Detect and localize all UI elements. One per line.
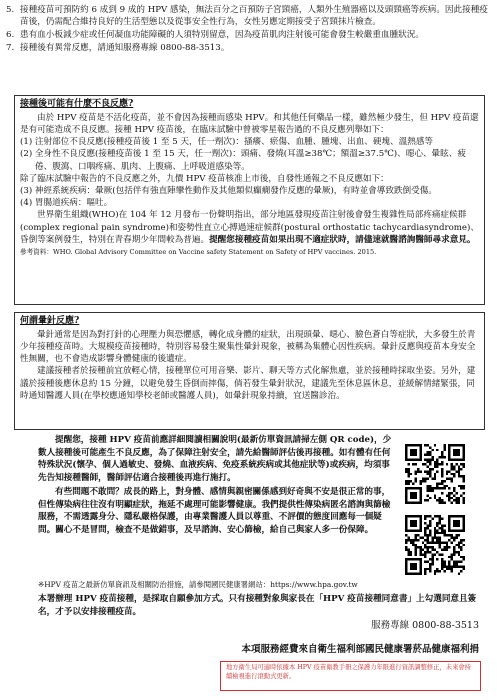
item-number: 7. [6, 42, 15, 53]
reference-note: 參考資料：WHO. Global Advisory Committee on Vaccine safety Statement on Safety of HPV vaccines. 2015. [20, 248, 377, 256]
fainting-para-1: 暈針通常是因為對打針的心理壓力與恐懼感，轉化成身體的症狀，出現頭暈、噁心、臉色蒼白等症狀，大多發生於青少年接種疫苗時。大規模疫苗接種時，特別容易發生聚集性暈針現象，被稱為集體心因性疾病。暈針反應與疫苗本身安全性無關，也不會造成影響身體健康的後遺症。 [20, 329, 476, 365]
reminder-para-2: 有些問題不敢問？成長的路上，對身體、感情與親密關係感到好奇與不安是很正常的事，但性傳染病往往沒有明顯症狀，拖延不處理可能影響健康。我們提供性傳染病匿名諮詢與篩檢服務，不需透露身分、隱私嚴格保護，由專業醫護人員以尊重、不評價的態度回應每一個疑問。關心不是冒問，檢查不是做錯事，及早諮詢、安心篩檢，給自己與家人多一份保障。 [38, 487, 391, 535]
fainting-box [14, 312, 485, 430]
disclaimer-box: 地方衛生局可適時依據本 HPV 疫苗衛教手冊之保護力年限進行資訊調整修正，未來會持續檢視進行滾動式更新。 [220, 661, 481, 691]
item-text: 患有血小板減少症或任何凝血功能障礙的人須特別留意，因為疫苗肌肉注射後可能會發生較嚴重血腫狀況。 [20, 29, 424, 40]
fainting-title: 何謂暈針反應? [20, 316, 80, 326]
who-reminder: 提醒您接種疫苗如果出現不適症狀時，請儘速就醫諮詢醫師尋求意見。 [209, 234, 476, 245]
item-text: 接種後有異常反應，請通知服務專線 0800-88-3513。 [20, 42, 230, 53]
precaution-item [6, 4, 490, 28]
consent-announcement: 本署辦理 HPV 疫苗接種，是採取自願參加方式。只有接種對象與家長在「HPV 疫苗接種同意書」上勾選同意且簽名，才予以安排接種疫苗。 [38, 594, 477, 617]
who-statement-text: 世界衛生組織(WHO)在 104 年 12 月發布一份聲明指出，部分地區發現疫苗注射後會發生複雜性局部疼痛症候群(complex regional pain syndrome)和姿勢性直立心搏過速症候群(postural orthostatic tachycardiasyndrome)、昏倒等案例發生，特別在青春期少年間較為普遍。 [20, 210, 479, 245]
qr-code-icon[interactable] [405, 444, 465, 504]
precaution-item [6, 42, 490, 54]
side-effect-systemic: (2) 全身性不良反應(接種疫苗後 1 至 15 天，任一劑次)：頭痛、發燒(耳溫≥38℃；額溫≥37.5℃)、噁心、暈眩、疲倦、腹瀉、口咽疼痛、肌肉、上腹痛、上呼吸道感染等。 [20, 149, 466, 172]
service-hotline: 服務專線 0800-88-3513 [371, 620, 479, 631]
qr-code-icon[interactable] [405, 515, 465, 575]
side-effect-gi: (4) 胃腸道疾病：嘔吐。 [20, 198, 113, 209]
side-effect-local: (1) 注射部位不良反應(接種疫苗後 1 至 5 天，任一劑次)：搔癢、瘀傷、血腫、腫塊、出血、硬塊、溫熱感等 [20, 137, 434, 148]
side-effects-intro: 由於 HPV 疫苗是不活化疫苗，並不會因為接種而感染 HPV。和其他任何藥品一樣，雖然極少發生，但 HPV 疫苗還是有可能造成不良反應。接種 HPV 疫苗後，在臨床試驗中曾被零星報告過的不良反應列舉如下： [20, 112, 479, 135]
side-effects-title: 接種後可能有什麼不良反應? [20, 99, 134, 109]
item-text: 接種疫苗可預防約 6 成到 9 成的 HPV 感染，無法百分之百預防子宮頸癌，人類外生殖器癌以及頭頸癌等疾病。因此接種疫苗後，仍需配合維持良好的生活型態以及從事安全性行為，女性另應定期接受子宮頸抹片檢查。 [20, 5, 488, 28]
item-number: 5. [6, 5, 15, 15]
reminder-notes [38, 434, 398, 538]
side-effects-box [14, 95, 485, 305]
side-effect-neuro: (3) 神經系統疾病：暈厥(包括伴有強直陣攣性動作及其他類似癲癇發作反應的暈厥)，有時並會導致跌倒受傷。 [20, 185, 437, 196]
post-market-intro: 除了臨床試驗中報告的不良反應之外，九價 HPV 疫苗核准上市後，自發性通報之不良反應如下： [20, 173, 389, 184]
hpa-website-note: ※HPV 疫苗之最新仿單資訊及相關防治措施，請參閱國民健康署網站：https://www.hpa.gov.tw [38, 580, 358, 589]
who-statement [20, 209, 479, 246]
fainting-para-2: 建議接種者於接種前宜放輕心情，接種單位可用音樂、影片、聊天等方式化解焦慮，並於接種時採取坐姿。另外，建議於接種後應休息約 15 分鐘，以避免發生昏倒而摔傷，倘若發生暈針狀況，建議先至休息區休息，並緩解情緒緊張，同時通知醫護人員(在學校應通知學校老師或醫護人員)，如暈針現象持續，宜送醫診治。 [20, 366, 476, 401]
funding-statement: 本項服務經費來自衛生福利部國民健康署菸品健康福利捐 [241, 644, 479, 655]
precaution-item [6, 29, 490, 41]
reminder-para-1: 提醒您，接種 HPV 疫苗前應詳細閱讀相關說明(最新仿單資訊請掃左側 QR code)，少數人接種後可能產生不良反應，為了保障注射安全，請先給醫師評估後再接種。如有體有任何特殊狀況(懷孕、個人過敏史、發燒、血液疾病、免疫系統疾病或其他症狀等)或疾病，均須事先告知接種醫師，醫師評估適合接種後再進行施打。 [38, 435, 392, 483]
precaution-list [6, 4, 490, 54]
item-number: 6. [6, 29, 15, 40]
